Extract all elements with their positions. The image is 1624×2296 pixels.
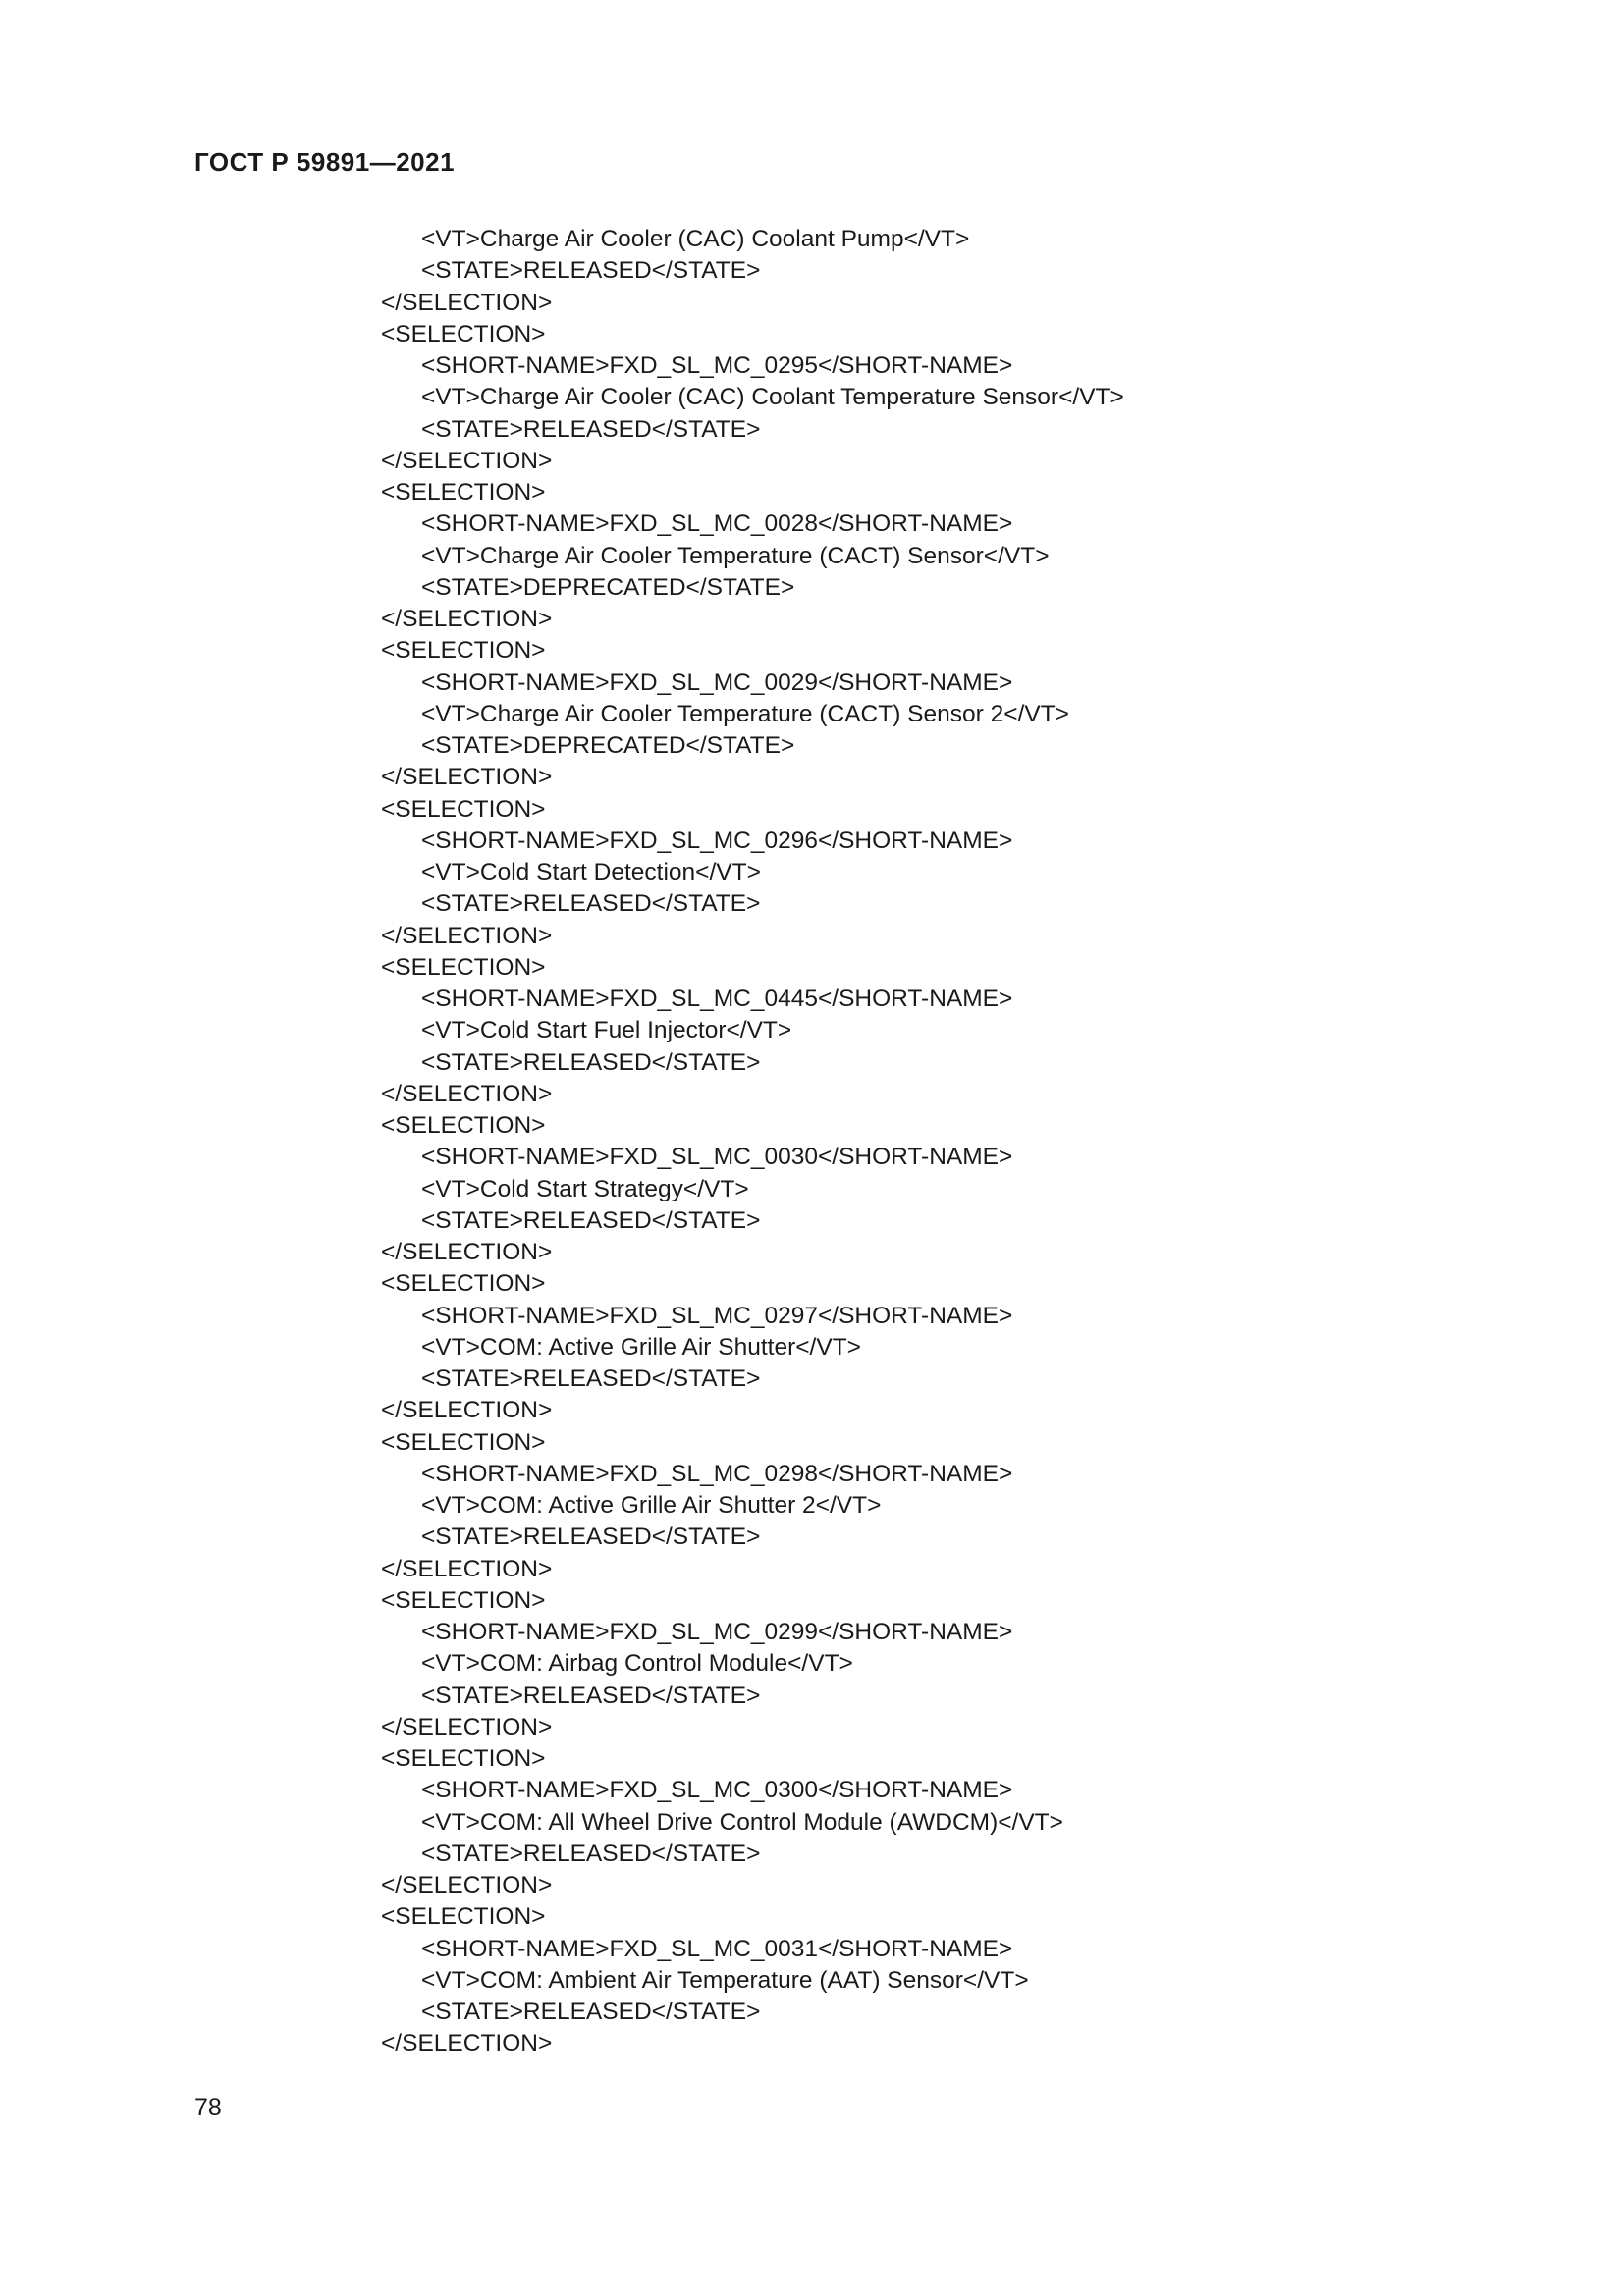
code-line: <SHORT-NAME>FXD_SL_MC_0299</SHORT-NAME> <box>421 1619 1013 1645</box>
code-line: <VT>Cold Start Strategy</VT> <box>421 1175 749 1202</box>
code-line: <SHORT-NAME>FXD_SL_MC_0298</SHORT-NAME> <box>421 1460 1013 1487</box>
code-line: </SELECTION> <box>381 2030 553 2057</box>
code-line: </SELECTION> <box>381 447 553 474</box>
code-line: </SELECTION> <box>381 764 553 791</box>
code-line: <STATE>RELEASED</STATE> <box>421 257 761 285</box>
code-line: <STATE>RELEASED</STATE> <box>421 1682 761 1709</box>
code-line: <SELECTION> <box>381 637 546 665</box>
code-line: <STATE>DEPRECATED</STATE> <box>421 732 795 759</box>
code-line: <SELECTION> <box>381 795 546 823</box>
code-line: <SHORT-NAME>FXD_SL_MC_0296</SHORT-NAME> <box>421 827 1013 854</box>
code-line: <SELECTION> <box>381 1428 546 1456</box>
code-line: <SHORT-NAME>FXD_SL_MC_0300</SHORT-NAME> <box>421 1777 1013 1804</box>
code-line: <STATE>DEPRECATED</STATE> <box>421 573 795 601</box>
code-line: </SELECTION> <box>381 1872 553 1898</box>
code-line: <STATE>RELEASED</STATE> <box>421 1365 761 1392</box>
code-line: <VT>Cold Start Detection</VT> <box>421 859 761 885</box>
code-line: </SELECTION> <box>381 1555 553 1582</box>
code-line: <STATE>RELEASED</STATE> <box>421 890 761 918</box>
code-line: <STATE>RELEASED</STATE> <box>421 1206 761 1234</box>
code-line: <STATE>RELEASED</STATE> <box>421 1523 761 1551</box>
code-line: <VT>COM: Ambient Air Temperature (AAT) Sensor</VT> <box>421 1966 1029 1994</box>
code-line: <SHORT-NAME>FXD_SL_MC_0028</SHORT-NAME> <box>421 510 1013 538</box>
document-header: ГОСТ Р 59891—2021 <box>194 147 456 177</box>
code-line: <SHORT-NAME>FXD_SL_MC_0029</SHORT-NAME> <box>421 668 1013 696</box>
code-line: <STATE>RELEASED</STATE> <box>421 1048 761 1076</box>
code-line: <SHORT-NAME>FXD_SL_MC_0031</SHORT-NAME> <box>421 1935 1013 1962</box>
code-line: <VT>Charge Air Cooler Temperature (CACT) Sensor</VT> <box>421 542 1050 569</box>
code-line: <VT>Charge Air Cooler (CAC) Coolant Temperature Sensor</VT> <box>421 384 1124 411</box>
code-line: <VT>Cold Start Fuel Injector</VT> <box>421 1017 792 1044</box>
xml-code-listing <box>381 224 1461 2060</box>
code-line: <SHORT-NAME>FXD_SL_MC_0295</SHORT-NAME> <box>421 352 1013 379</box>
code-line: <STATE>RELEASED</STATE> <box>421 1840 761 1867</box>
code-line: </SELECTION> <box>381 1713 553 1740</box>
code-line: </SELECTION> <box>381 289 553 316</box>
code-line: <VT>COM: All Wheel Drive Control Module (AWDCM)</VT> <box>421 1808 1063 1836</box>
code-line: <VT>COM: Airbag Control Module</VT> <box>421 1650 853 1678</box>
code-line: <SELECTION> <box>381 1903 546 1931</box>
code-line: <SHORT-NAME>FXD_SL_MC_0030</SHORT-NAME> <box>421 1144 1013 1171</box>
code-line: <SELECTION> <box>381 479 546 506</box>
code-line: </SELECTION> <box>381 606 553 632</box>
code-line: <SELECTION> <box>381 1270 546 1298</box>
code-line: </SELECTION> <box>381 1397 553 1424</box>
code-line: </SELECTION> <box>381 1080 553 1107</box>
code-line: <STATE>RELEASED</STATE> <box>421 1999 761 2025</box>
code-line: <STATE>RELEASED</STATE> <box>421 415 761 443</box>
code-line: <SELECTION> <box>381 953 546 981</box>
code-line: <SHORT-NAME>FXD_SL_MC_0297</SHORT-NAME> <box>421 1302 1013 1329</box>
code-line: <VT>COM: Active Grille Air Shutter</VT> <box>421 1333 861 1361</box>
code-line: </SELECTION> <box>381 922 553 949</box>
code-line: <SHORT-NAME>FXD_SL_MC_0445</SHORT-NAME> <box>421 986 1013 1012</box>
code-line: <VT>COM: Active Grille Air Shutter 2</VT> <box>421 1492 882 1519</box>
code-line: <SELECTION> <box>381 1112 546 1139</box>
page-number: 78 <box>194 2094 222 2121</box>
code-line: <VT>Charge Air Cooler Temperature (CACT) Sensor 2</VT> <box>421 700 1069 727</box>
code-line: <SELECTION> <box>381 1586 546 1614</box>
code-line: <SELECTION> <box>381 320 546 347</box>
code-line: <SELECTION> <box>381 1745 546 1772</box>
code-line: </SELECTION> <box>381 1239 553 1265</box>
code-line: <VT>Charge Air Cooler (CAC) Coolant Pump</VT> <box>421 226 970 252</box>
